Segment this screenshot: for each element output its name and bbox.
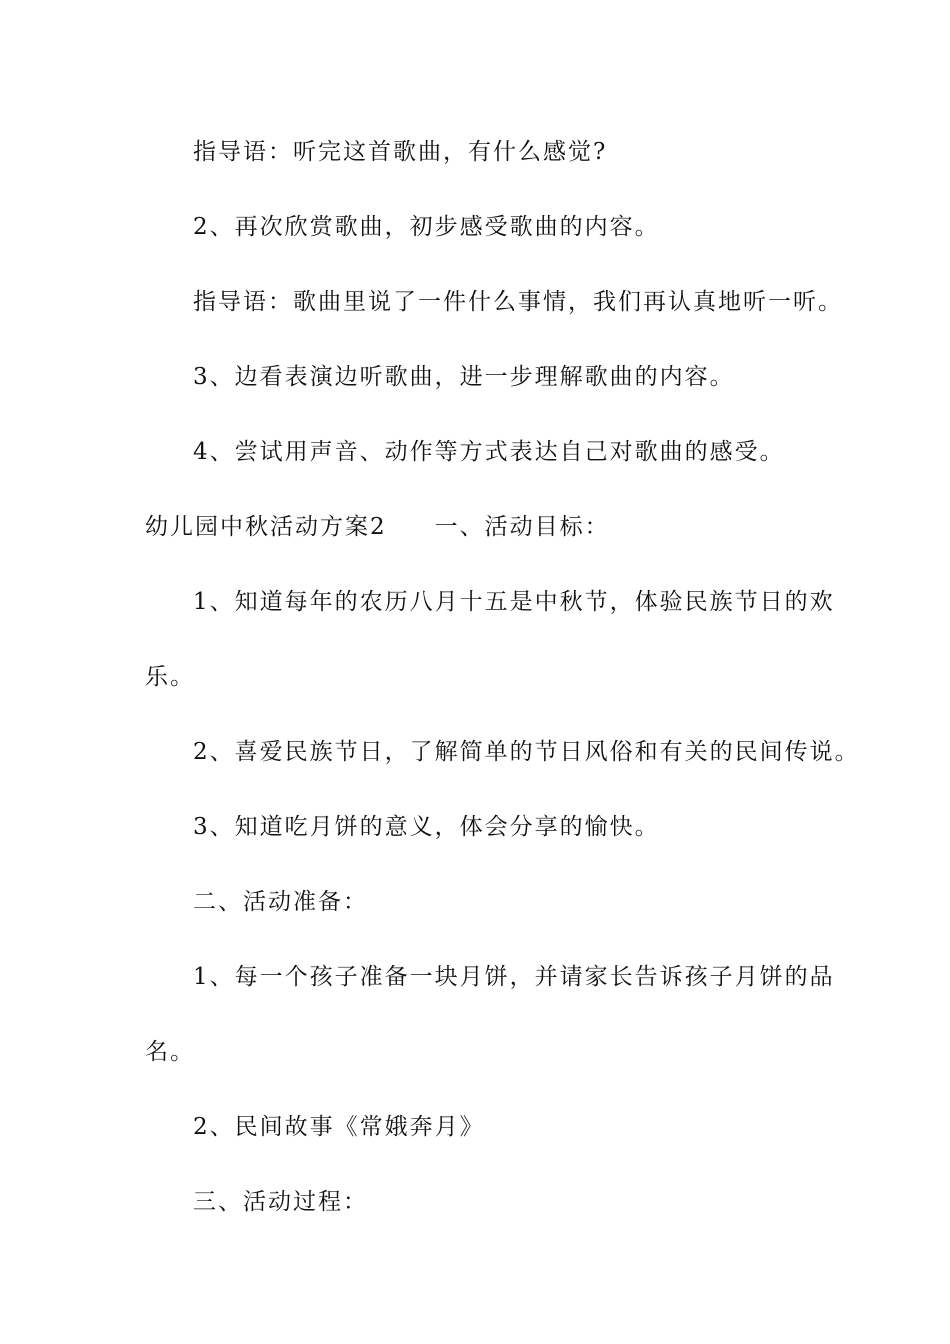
preparation-1-continued: 名。 [145,1039,195,1065]
goal-1: 1、知道每年的农历八月十五是中秋节，体验民族节日的欢 [193,589,835,615]
guide-question-2: 指导语：歌曲里说了一件什么事情，我们再认真地听一听。 [193,289,843,315]
preparation-1: 1、每一个孩子准备一块月饼，并请家长告诉孩子月饼的品 [193,964,835,990]
section-heading-process: 三、活动过程： [193,1189,368,1215]
plan-title: 幼儿园中秋活动方案2 [145,514,387,540]
step-3: 3、边看表演边听歌曲，进一步理解歌曲的内容。 [193,364,735,390]
step-2: 2、再次欣赏歌曲，初步感受歌曲的内容。 [193,214,660,240]
goal-3: 3、知道吃月饼的意义，体会分享的愉快。 [193,814,660,840]
guide-question-1: 指导语：听完这首歌曲，有什么感觉? [193,139,608,165]
preparation-2: 2、民间故事《常娥奔月》 [193,1114,485,1140]
plan-title-row [145,511,890,543]
goal-2: 2、喜爱民族节日，了解简单的节日风俗和有关的民间传说。 [193,739,860,765]
section-heading-preparation: 二、活动准备： [193,889,368,915]
goal-1-continued: 乐。 [145,664,195,690]
step-4: 4、尝试用声音、动作等方式表达自己对歌曲的感受。 [193,439,785,465]
section-heading-goals: 一、活动目标： [434,514,610,540]
